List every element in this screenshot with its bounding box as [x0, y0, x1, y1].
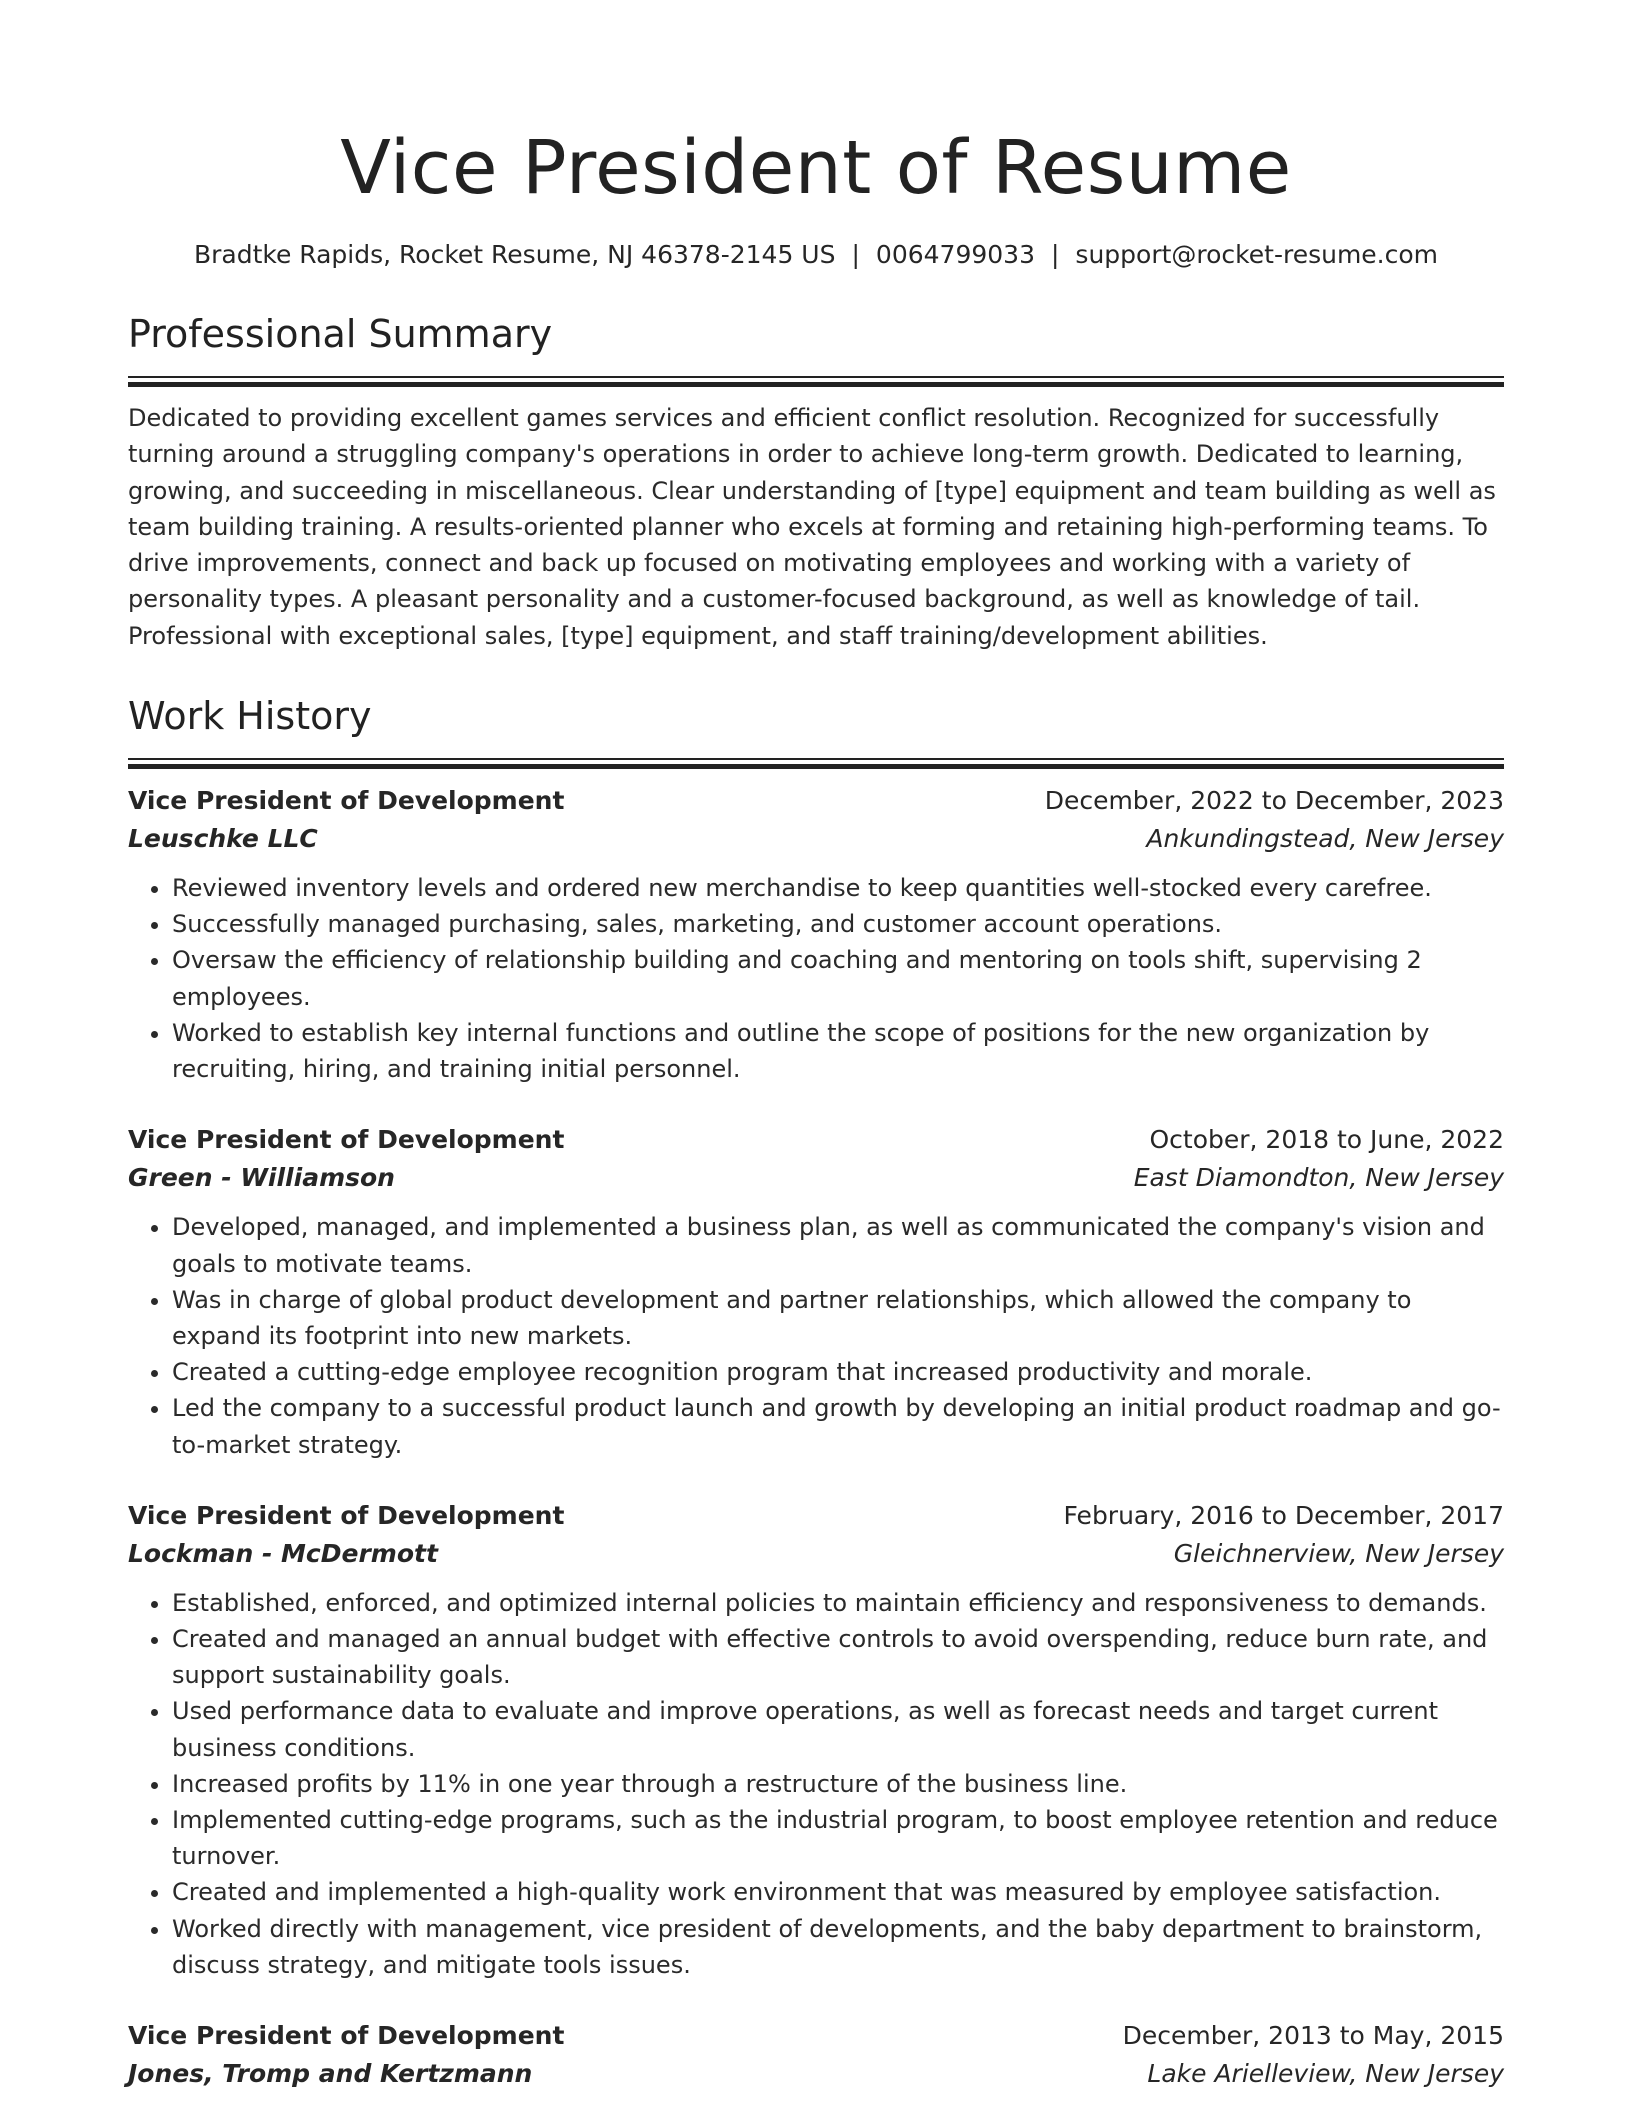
job-entry — [128, 2017, 1504, 2093]
job-company: Leuschke LLC — [128, 824, 318, 854]
job-dates: February, 2016 to December, 2017 — [1063, 1500, 1504, 1530]
job-entry — [128, 1121, 1504, 1462]
job-title: Vice President of Development — [128, 786, 565, 816]
job-company-row — [128, 2055, 1504, 2093]
work-history-section — [128, 692, 1504, 2093]
job-dates: December, 2022 to December, 2023 — [1044, 786, 1504, 816]
job-bullet: • Worked to establish key internal functions and outline the scope of positions for the new organization by recruiting, hiring, and training initial personnel. — [172, 1015, 1504, 1087]
job-header-row — [128, 1497, 1504, 1535]
job-bullet-list — [128, 1585, 1504, 1983]
job-title: Vice President of Development — [128, 2020, 565, 2050]
job-bullet: • Used performance data to evaluate and improve operations, as well as forecast needs and target current business conditions. — [172, 1693, 1504, 1765]
job-company-row — [128, 820, 1504, 858]
summary-text: Dedicated to providing excellent games services and efficient conflict resolution. Recognized for successfully turning around a struggling company's operations in order to achieve long-term growth. Dedicated to learning, growing, and succeeding in miscellaneous. Clear understanding of [type] equipment and team building as well as team building training. A results-oriented planner who excels at forming and retaining high-performing teams. To drive improvements, connect and back up focused on motivating employees and working with a variety of personality types. A pleasant personality and a customer-focused background, as well as knowledge of tail. Professional with exceptional sales, [type] equipment, and staff training/development abilities. — [128, 404, 1496, 650]
job-company-row — [128, 1535, 1504, 1573]
job-bullet: • Worked directly with management, vice president of developments, and the baby department to brainstorm, discuss strategy, and mitigate tools issues. — [172, 1911, 1504, 1983]
job-bullet: • Increased profits by 11% in one year through a restructure of the business line. — [172, 1766, 1504, 1802]
job-entry — [128, 1497, 1504, 1983]
job-dates: December, 2013 to May, 2015 — [1122, 2020, 1504, 2050]
contact-line — [128, 238, 1504, 272]
job-bullet: • Implemented cutting-edge programs, such as the industrial program, to boost employee retention and reduce turnover. — [172, 1802, 1504, 1874]
job-bullet: • Created a cutting-edge employee recognition program that increased productivity and morale. — [172, 1354, 1504, 1390]
section-heading-work-history: Work History — [128, 694, 372, 739]
job-company: Green - Williamson — [128, 1163, 395, 1193]
job-location: East Diamondton, New Jersey — [1133, 1163, 1504, 1193]
job-header-row — [128, 782, 1504, 820]
job-company-row — [128, 1159, 1504, 1197]
professional-summary-section — [128, 310, 1504, 654]
job-bullet: • Established, enforced, and optimized internal policies to maintain efficiency and responsiveness to demands. — [172, 1585, 1504, 1621]
job-company: Lockman - McDermott — [128, 1538, 438, 1568]
contact-phone: 0064799033 — [875, 240, 1035, 269]
resume-page — [128, 0, 1504, 2093]
contact-separator: | — [1050, 240, 1060, 269]
job-bullet: • Reviewed inventory levels and ordered new merchandise to keep quantities well-stocked every carefree. — [172, 870, 1504, 906]
job-bullet: • Created and managed an annual budget with effective controls to avoid overspending, reduce burn rate, and support sustainability goals. — [172, 1621, 1504, 1693]
contact-separator: | — [851, 240, 860, 269]
job-entry — [128, 782, 1504, 1087]
job-dates: October, 2018 to June, 2022 — [1149, 1125, 1504, 1155]
job-bullet-list — [128, 870, 1504, 1087]
job-bullet: • Was in charge of global product development and partner relationships, which allowed the company to expand its footprint into new markets. — [172, 1282, 1504, 1354]
job-bullet: • Led the company to a successful product launch and growth by developing an initial product roadmap and go-to-market strategy. — [172, 1390, 1504, 1462]
job-bullet: • Oversaw the efficiency of relationship building and coaching and mentoring on tools shift, supervising 2 employees. — [172, 942, 1504, 1014]
section-heading-summary: Professional Summary — [128, 312, 553, 356]
job-company: Jones, Tromp and Kertzmann — [128, 2058, 533, 2088]
job-header-row — [128, 2017, 1504, 2055]
contact-address: Bradtke Rapids, Rocket Resume, NJ 46378-2145 US — [193, 240, 836, 269]
job-title: Vice President of Development — [128, 1500, 565, 1530]
section-divider — [128, 758, 1504, 768]
job-bullet: • Developed, managed, and implemented a business plan, as well as communicated the company's vision and goals to motivate teams. — [172, 1209, 1504, 1281]
job-location: Gleichnerview, New Jersey — [1173, 1538, 1504, 1568]
job-bullet-list — [128, 1209, 1504, 1462]
job-bullet: • Successfully managed purchasing, sales, marketing, and customer account operations. — [172, 906, 1504, 942]
job-bullet: • Created and implemented a high-quality work environment that was measured by employee satisfaction. — [172, 1874, 1504, 1910]
job-location: Ankundingstead, New Jersey — [1146, 824, 1504, 854]
contact-email: support@rocket-resume.com — [1075, 240, 1439, 269]
job-list — [128, 782, 1504, 2093]
job-header-row — [128, 1121, 1504, 1159]
job-title: Vice President of Development — [128, 1125, 565, 1155]
section-divider — [128, 376, 1504, 386]
resume-title: Vice President of Resume — [340, 125, 1292, 211]
job-location: Lake Arielleview, New Jersey — [1147, 2058, 1504, 2088]
